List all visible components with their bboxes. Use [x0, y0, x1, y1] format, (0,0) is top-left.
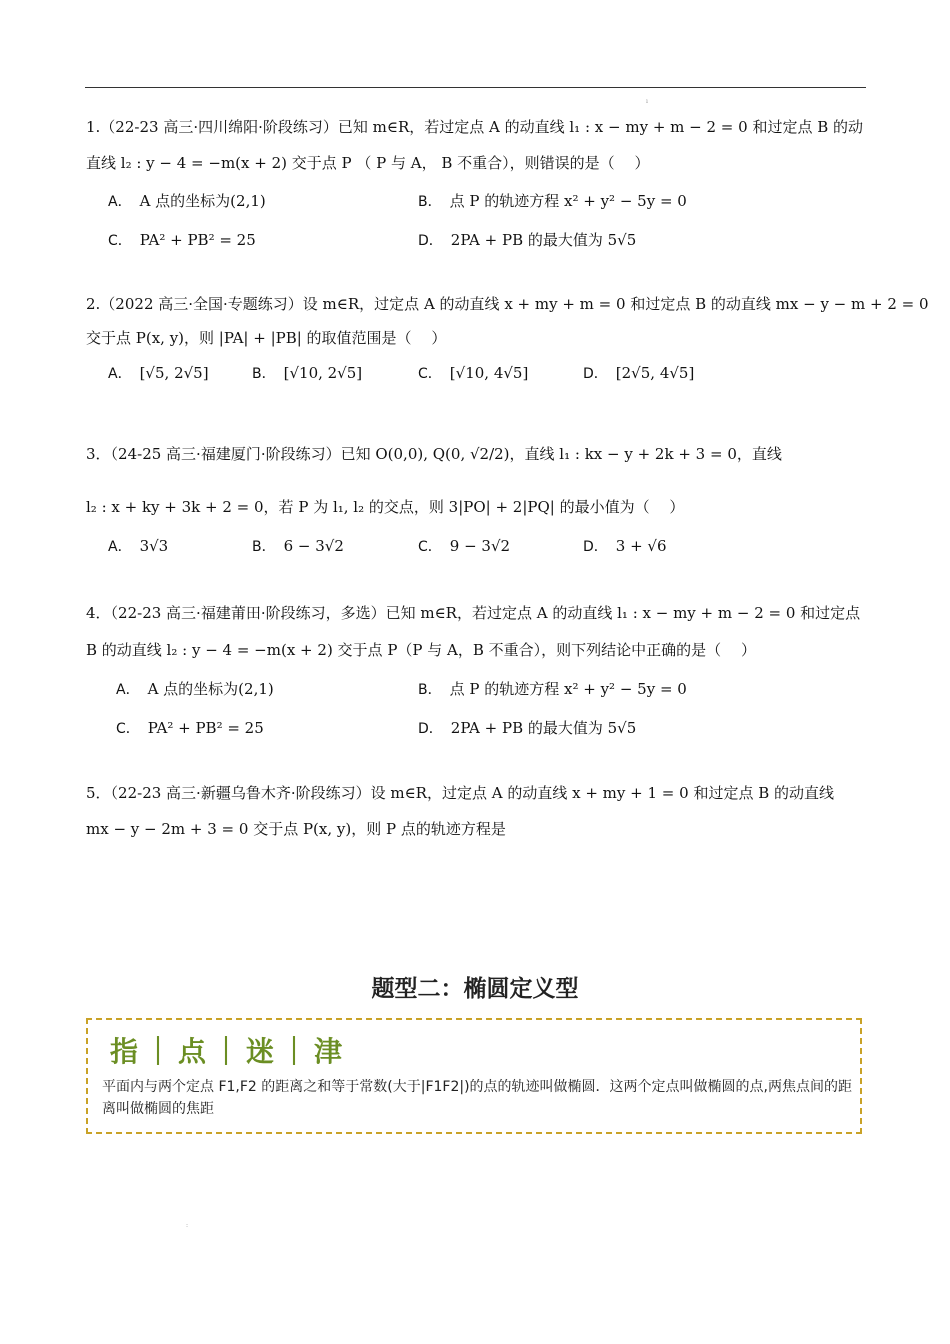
option-label: D．	[583, 366, 608, 382]
option-text: 2PA + PB 的最大值为 5√5	[450, 231, 637, 249]
option-text: [√10, 2√5]	[283, 364, 363, 382]
option-text: A 点的坐标为(2,1)	[147, 680, 274, 698]
question-3-option-a	[108, 536, 168, 557]
question-2-option-c	[418, 363, 528, 384]
question-5-line-2: mx − y − 2m + 3 = 0 交于点 P(x, y)，则 P 点的轨迹方程是	[86, 820, 506, 838]
question-3-line-1: 3．（24-25 高三·福建厦门·阶段练习）已知 O(0,0), Q(0, √2/2)，直线 l₁ : kx − y + 2k + 3 = 0，直线	[86, 445, 782, 463]
question-2-line-1: 2.（2022 高三·全国·专题练习）设 m∈R，过定点 A 的动直线 x + my + m = 0 和过定点 B 的动直线 mx − y − m + 2 = 0	[86, 295, 929, 313]
option-text: 3 + √6	[615, 537, 667, 555]
tip-title: 指｜点｜迷｜津	[110, 1035, 349, 1068]
question-1-line-1: 1.（22-23 高三·四川绵阳·阶段练习）已知 m∈R，若过定点 A 的动直线 l₁ : x − my + m − 2 = 0 和过定点 B 的动	[86, 118, 864, 136]
option-text: 3√3	[139, 537, 169, 555]
tip-text: 平面内与两个定点 F1,F2 的距离之和等于常数(大于|F1F2|)的点的轨迹叫做椭圆．这两个定点叫做椭圆的点,两焦点间的距离叫做椭圆的焦距	[102, 1079, 852, 1117]
question-4-line-1: 4．（22-23 高三·福建莆田·阶段练习，多选）已知 m∈R，若过定点 A 的动直线 l₁ : x − my + m − 2 = 0 和过定点	[86, 604, 861, 622]
option-text: 2PA + PB 的最大值为 5√5	[450, 719, 637, 737]
option-label: B．	[418, 194, 442, 210]
option-label: A．	[108, 194, 132, 210]
page-mark: ı	[646, 98, 648, 105]
option-label: B．	[252, 366, 276, 382]
option-label: B．	[252, 539, 276, 555]
question-1-option-d	[418, 230, 636, 251]
question-4-option-b	[418, 679, 687, 700]
question-3-option-d	[583, 536, 667, 557]
question-2-option-d	[583, 363, 694, 384]
question-4-option-a	[116, 679, 274, 700]
option-label: C．	[418, 539, 442, 555]
question-5-line-1: 5．（22-23 高三·新疆乌鲁木齐·阶段练习）设 m∈R，过定点 A 的动直线 x + my + 1 = 0 和过定点 B 的动直线	[86, 784, 835, 802]
tip-box	[86, 1018, 862, 1134]
question-1-option-b	[418, 191, 687, 212]
option-label: C．	[108, 233, 132, 249]
header-rule	[85, 87, 866, 88]
question-1-option-c	[108, 230, 256, 251]
question-3-line-2: l₂ : x + ky + 3k + 2 = 0，若 P 为 l₁, l₂ 的交点，则 3|PO| + 2|PQ| 的最小值为（ ）	[86, 498, 685, 516]
question-3-option-b	[252, 536, 344, 557]
question-4-line-2: B 的动直线 l₂ : y − 4 = −m(x + 2) 交于点 P（P 与 A，B 不重合），则下列结论中正确的是（ ）	[86, 641, 756, 659]
footer-mark: :	[186, 1222, 189, 1229]
question-2-option-b	[252, 363, 362, 384]
option-text: [√10, 4√5]	[449, 364, 529, 382]
option-text: A 点的坐标为(2,1)	[139, 192, 266, 210]
question-4-option-c	[116, 718, 264, 739]
question-1-option-a	[108, 191, 266, 212]
option-text: [√5, 2√5]	[139, 364, 209, 382]
option-text: PA² + PB² = 25	[139, 231, 256, 249]
section-title: 题型二：椭圆定义型	[371, 976, 579, 1002]
option-label: C．	[418, 366, 442, 382]
option-text: 9 − 3√2	[449, 537, 511, 555]
question-2-line-2: 交于点 P(x, y)，则 |PA| + |PB| 的取值范围是（ ）	[86, 329, 447, 347]
option-text: 点 P 的轨迹方程 x² + y² − 5y = 0	[449, 680, 687, 698]
option-text: 点 P 的轨迹方程 x² + y² − 5y = 0	[449, 192, 687, 210]
question-1-line-2: 直线 l₂ : y − 4 = −m(x + 2) 交于点 P （ P 与 A， B 不重合），则错误的是（ ）	[86, 154, 650, 172]
option-text: PA² + PB² = 25	[147, 719, 264, 737]
option-label: A．	[116, 682, 140, 698]
option-label: D．	[418, 233, 443, 249]
question-4-option-d	[418, 718, 636, 739]
question-3-option-c	[418, 536, 510, 557]
question-2-option-a	[108, 363, 209, 384]
option-label: B．	[418, 682, 442, 698]
option-label: D．	[583, 539, 608, 555]
option-text: 6 − 3√2	[283, 537, 344, 555]
option-label: D．	[418, 721, 443, 737]
option-label: A．	[108, 539, 132, 555]
option-label: A．	[108, 366, 132, 382]
option-label: C．	[116, 721, 140, 737]
option-text: [2√5, 4√5]	[615, 364, 695, 382]
